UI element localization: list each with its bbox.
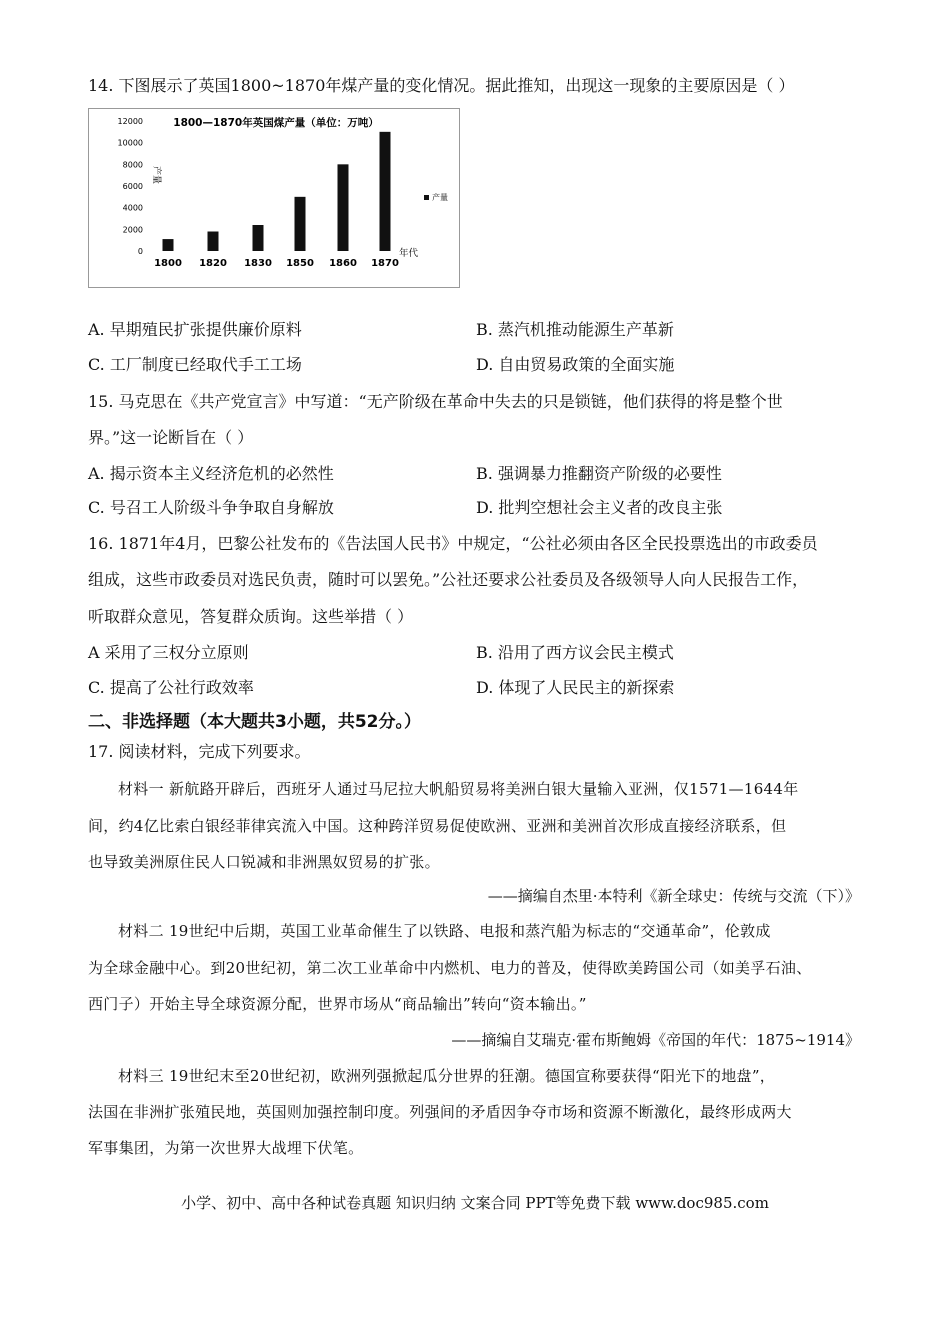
x-tick-label: 1870 [371,258,399,269]
chart-ylabel: 产量 [151,166,161,185]
material2-source: ——摘编自艾瑞克·霍布斯鲍姆《帝国的年代：1875~1914》 [451,1031,860,1049]
section-title: 二、非选择题（本大题共3小题，共52分。） [88,712,421,732]
y-tick-label: 2000 [122,225,143,235]
material1-source: ——摘编自杰里·本特利《新全球史：传统与交流（下）》 [487,887,860,905]
q14-option-c: C. 工厂制度已经取代手工工场 [88,355,302,374]
x-tick-label: 1800 [154,258,182,269]
bar-1870 [380,132,391,251]
page-footer: 小学、初中、高中各种试卷真题 知识归纳 文案合同 PPT等免费下载 www.doc985.com [181,1194,769,1212]
material3-line1: 材料三 19世纪末至20世纪初，欧洲列强掀起瓜分世界的狂潮。德国宣称要获得“阳光下的地盘”， [118,1067,776,1085]
legend-swatch [424,195,429,200]
q16-option-d: D. 体现了人民民主的新探索 [476,678,675,697]
bar-1860 [338,164,349,251]
material1-line3: 也导致美洲原住民人口锐减和非洲黑奴贸易的扩张。 [88,853,440,871]
q15-option-b: B. 强调暴力推翻资产阶级的必要性 [476,464,722,483]
material1-line1: 材料一 新航路开辟后，西班牙人通过马尼拉大帆船贸易将美洲白银大量输入亚洲，仅1571—1644年 [118,780,799,798]
y-tick-label: 10000 [117,138,143,148]
q15-stem-line1: 15. 马克思在《共产党宣言》中写道：“无产阶级在革命中失去的只是锁链，他们获得的将是整个世 [88,392,783,411]
bar-1800 [163,239,174,251]
chart-xlabel: 年代 [399,248,419,259]
q14-option-a: A. 早期殖民扩张提供廉价原料 [88,320,302,339]
material1-line2: 间，约4亿比索白银经菲律宾流入中国。这种跨洋贸易促使欧洲、亚洲和美洲首次形成直接经济联系，但 [88,817,787,835]
q15-option-a: A. 揭示资本主义经济危机的必然性 [88,464,334,483]
y-tick-label: 4000 [122,203,143,213]
q16-stem-line1: 16. 1871年4月，巴黎公社发布的《告法国人民书》中规定，“公社必须由各区全民投票选出的市政委员 [88,534,818,553]
coal-output-chart [88,108,460,288]
bar-1850 [295,197,306,251]
bar-1830 [253,225,264,251]
material2-line2: 为全球金融中心。到20世纪初，第二次工业革命中内燃机、电力的普及，使得欧美跨国公司（如美孚石油、 [88,959,812,977]
material2-line3: 西门子）开始主导全球资源分配，世界市场从“商品输出”转向“资本输出。” [88,995,587,1013]
y-tick-label: 8000 [122,160,143,170]
legend-label: 产量 [432,193,448,202]
x-tick-label: 1850 [286,258,314,269]
q15-option-d: D. 批判空想社会主义者的改良主张 [476,498,723,517]
q16-option-b: B. 沿用了西方议会民主模式 [476,643,674,662]
q14-option-b: B. 蒸汽机推动能源生产革新 [476,320,674,339]
chart-frame [89,109,460,288]
q17-stem: 17. 阅读材料，完成下列要求。 [88,742,311,761]
material3-line3: 军事集团，为第一次世界大战埋下伏笔。 [88,1139,364,1157]
q14-option-d: D. 自由贸易政策的全面实施 [476,355,675,374]
q16-option-c: C. 提高了公社行政效率 [88,678,254,697]
q14-stem: 14. 下图展示了英国1800~1870年煤产量的变化情况。据此推知，出现这一现象的主要原因是（ ） [88,76,795,95]
q15-stem-line2: 界。”这一论断旨在（ ） [88,428,254,447]
y-tick-label: 6000 [122,182,143,191]
material3-line2: 法国在非洲扩张殖民地，英国则加强控制印度。列强间的矛盾因争夺市场和资源不断激化，最终形成两大 [88,1103,792,1121]
x-tick-label: 1820 [199,258,227,269]
q16-stem-line3: 听取群众意见，答复群众质询。这些举措（ ） [88,607,414,626]
material2-line1: 材料二 19世纪中后期，英国工业革命催生了以铁路、电报和蒸汽船为标志的“交通革命”，伦敦成 [118,922,771,940]
q16-option-a: A 采用了三权分立原则 [88,643,249,662]
bar-1820 [208,232,219,252]
y-tick-label: 0 [137,247,143,256]
q16-stem-line2: 组成，这些市政委员对选民负责，随时可以罢免。”公社还要求公社委员及各级领导人向人民报告工作， [88,570,809,589]
x-tick-label: 1860 [329,258,357,269]
x-tick-label: 1830 [244,258,272,269]
q15-option-c: C. 号召工人阶级斗争争取自身解放 [88,498,334,517]
chart-title: 1800—1870年英国煤产量（单位：万吨） [173,117,379,129]
y-tick-label: 12000 [117,117,143,126]
